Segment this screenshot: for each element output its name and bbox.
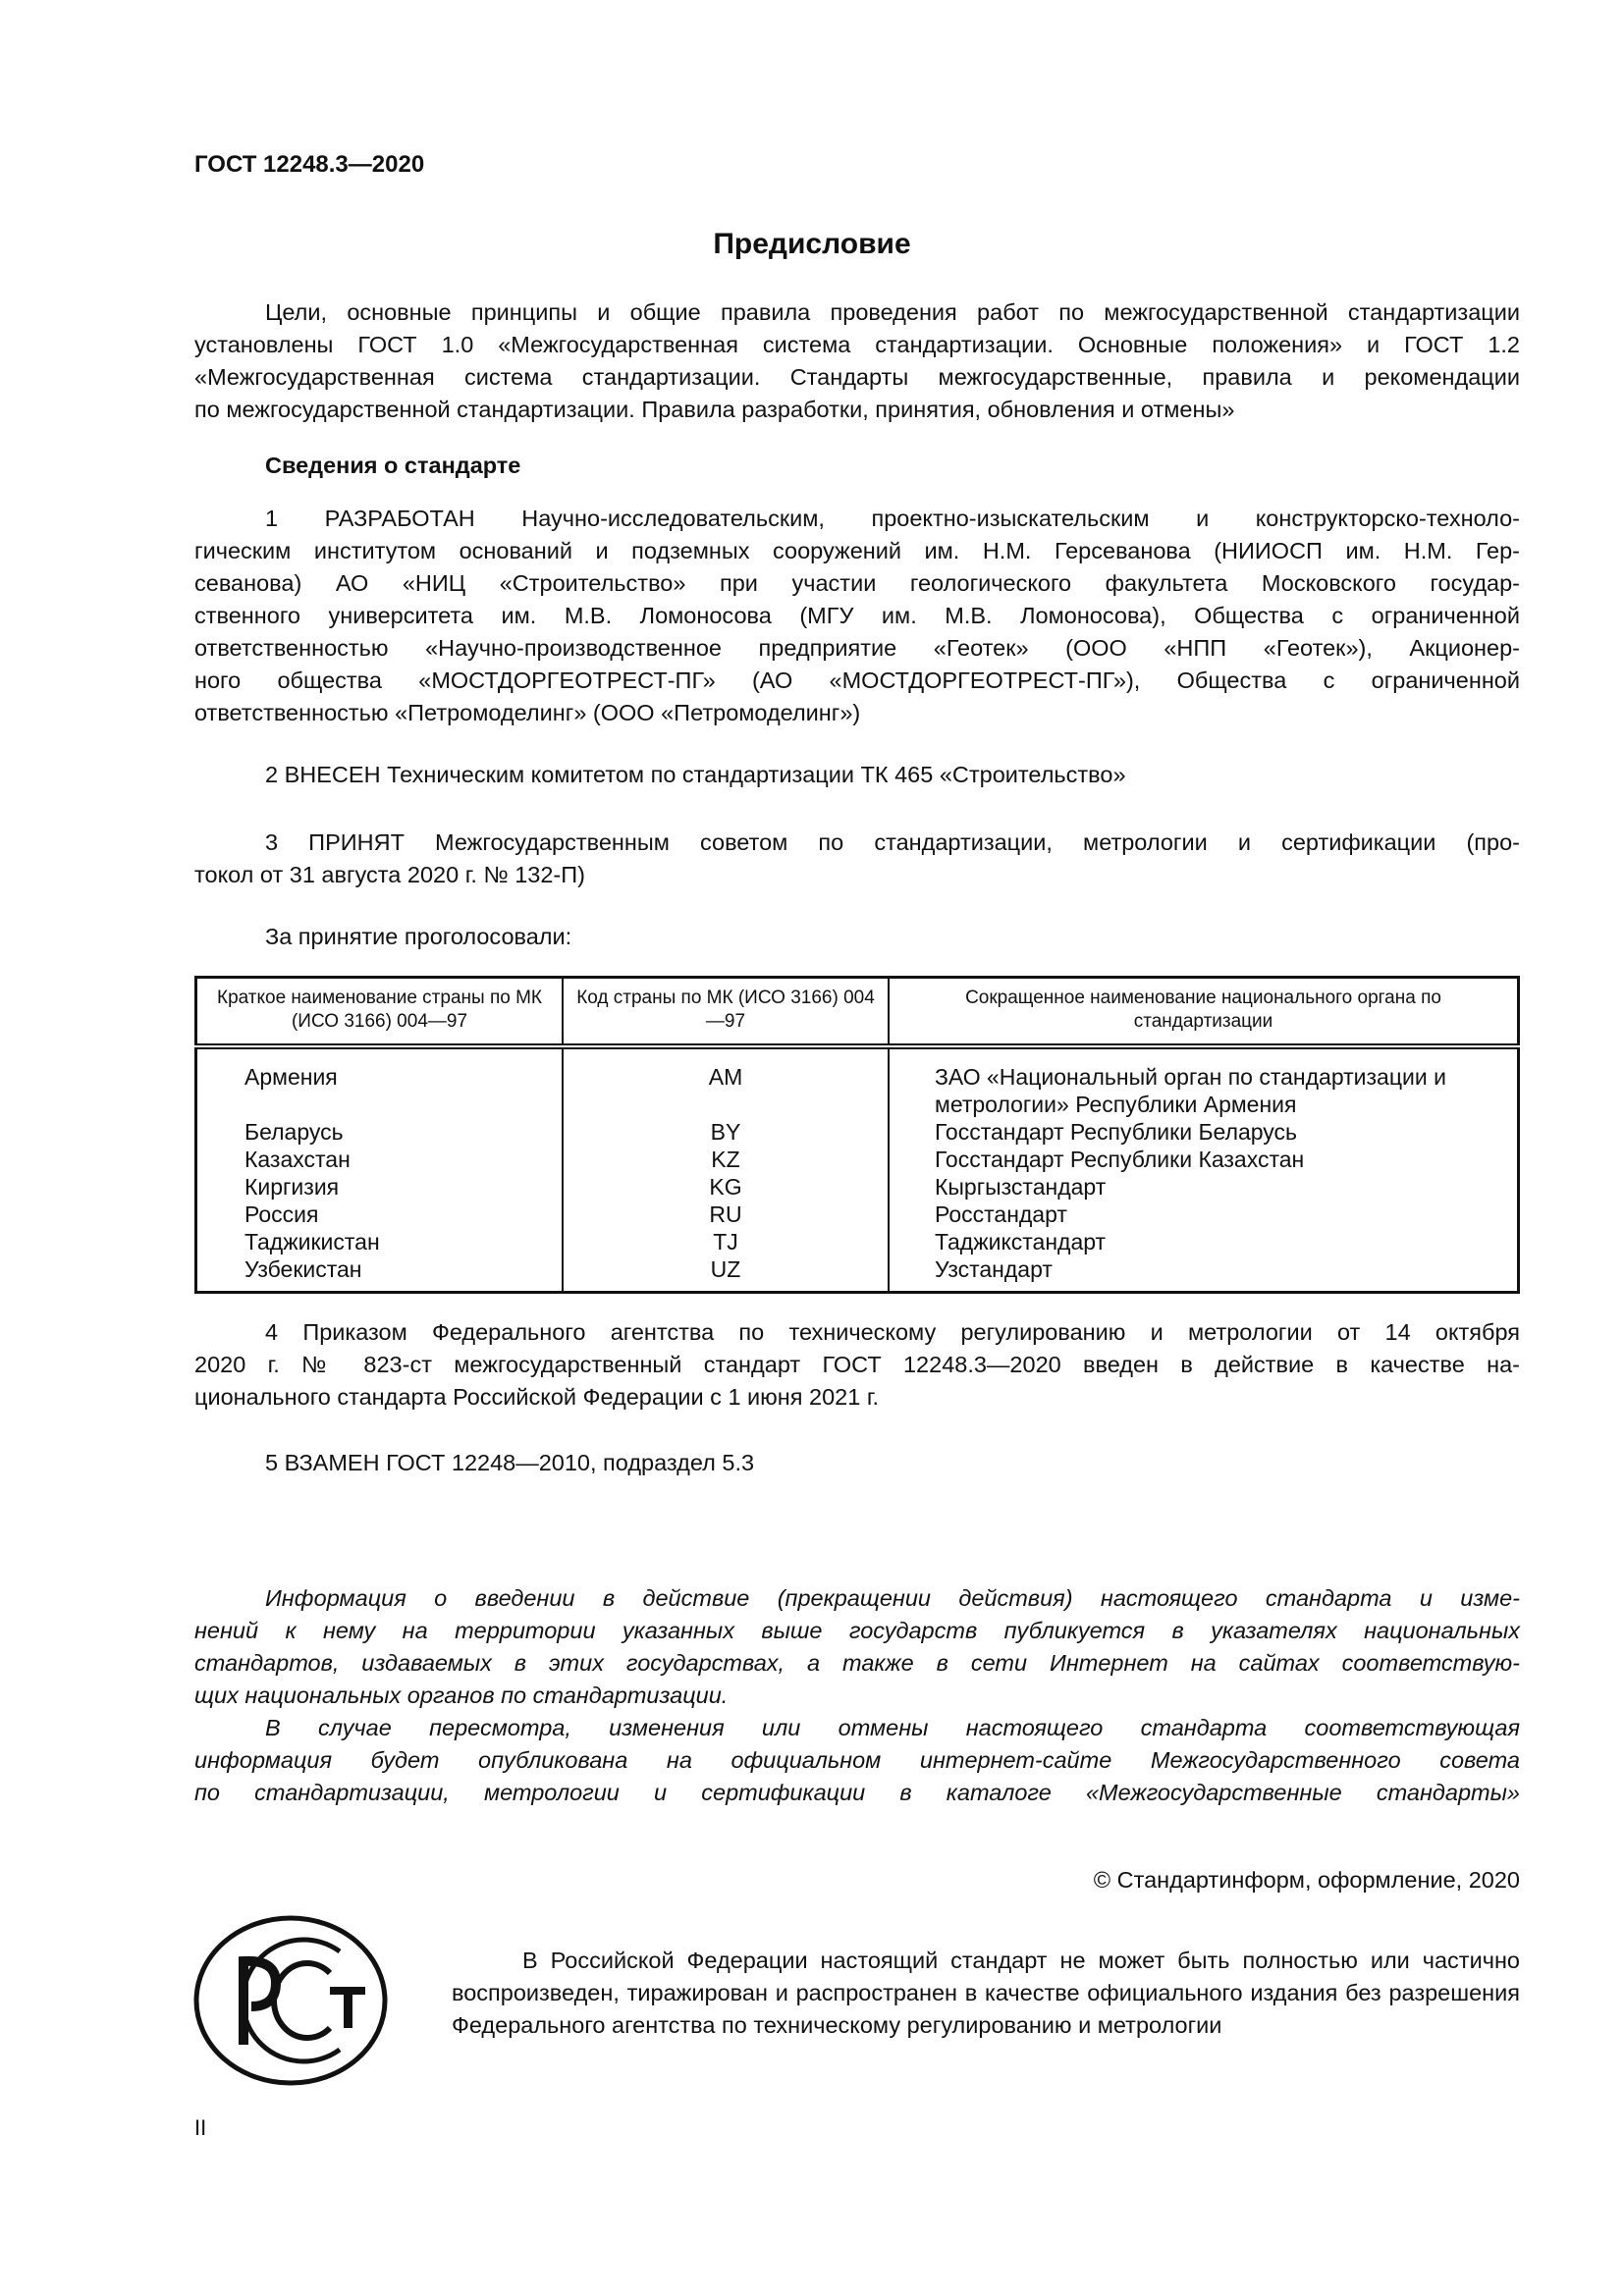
item-4-order — [194, 1316, 1520, 1414]
item-3-adopted — [194, 827, 1520, 891]
text-line: севанова) АО «НИЦ «Строительство» при участии геологического факультета Московского государ- — [194, 570, 1520, 596]
rf-reproduction-notice — [452, 1945, 1520, 2042]
text-line: установлены ГОСТ 1.0 «Межгосударственная система стандартизации. Основные положения» и ГОСТ 1.2 — [194, 332, 1520, 357]
text-line: ного общества «МОСТДОРГЕОТРЕСТ-ПГ» (АО «МОСТДОРГЕОТРЕСТ-ПГ»), Общества с ограниченной — [194, 667, 1520, 693]
country-cell: Казахстан — [196, 1146, 564, 1173]
text-line: За принятие проголосовали: — [265, 924, 572, 949]
code-cell: KZ — [563, 1146, 889, 1173]
text-line: 2 ВНЕСЕН Техническим комитетом по стандартизации ТК 465 «Строительство» — [265, 762, 1126, 787]
table-row — [196, 1118, 1519, 1146]
page-number: II — [194, 2115, 207, 2140]
text-line: токол от 31 августа 2020 г. № 132-П) — [194, 862, 585, 887]
table-row — [196, 1173, 1519, 1201]
copyright: © Стандартинформ, оформление, 2020 — [1093, 1867, 1520, 1893]
table-row — [196, 1046, 1519, 1118]
table-row — [196, 1255, 1519, 1293]
text-line: нений к нему на территории указанных выше государств публикуется в указателях национальных — [194, 1618, 1520, 1643]
authority-cell: Госстандарт Республики Беларусь — [935, 1119, 1298, 1145]
authority-cell: Госстандарт Республики Казахстан — [935, 1147, 1305, 1172]
text-line: 2020 г. № 823-ст межгосударственный стандарт ГОСТ 12248.3—2020 введен в действие в качестве на- — [194, 1352, 1520, 1377]
code-cell: AM — [563, 1046, 889, 1118]
voted-label — [194, 921, 1520, 953]
authority-cell: Узстандарт — [935, 1256, 1053, 1282]
authority-cell: ЗАО «Национальный орган по стандартизации и метрологии» Республики Армения — [935, 1064, 1446, 1117]
item-1-developed — [194, 503, 1520, 729]
code-cell: BY — [563, 1118, 889, 1146]
table-header-row — [196, 978, 1519, 1047]
page-title: Предисловие — [713, 228, 911, 260]
text-line: гическим институтом оснований и подземных сооружений им. Н.М. Герсеванова (НИИОСП им. Н.М. Гер- — [194, 538, 1520, 563]
country-cell: Армения — [196, 1046, 564, 1118]
header-country: Краткое наименование страны по МК (ИСО 3166) 004—97 — [196, 978, 564, 1047]
text-line: Цели, основные принципы и общие правила проведения работ по межгосударственной стандартизации — [265, 299, 1520, 325]
text-line: ственного университета им. М.В. Ломоносова (МГУ им. М.В. Ломоносова), Общества с ограниченной — [194, 603, 1520, 628]
code-cell: TJ — [563, 1228, 889, 1255]
country-cell: Беларусь — [196, 1118, 564, 1146]
item-2-submitted — [194, 759, 1520, 791]
table-row — [196, 1228, 1519, 1255]
text-line: Информация о введении в действие (прекращении действия) настоящего стандарта и изме- — [265, 1585, 1520, 1611]
text-line: по стандартизации, метрологии и сертификации в каталоге «Межгосударственные стандарты» — [194, 1780, 1520, 1805]
text-line: 5 ВЗАМЕН ГОСТ 12248—2010, подраздел 5.3 — [265, 1450, 755, 1475]
country-cell: Киргизия — [196, 1173, 564, 1201]
section-heading: Сведения о стандарте — [265, 453, 521, 478]
rst-logo-icon — [192, 1912, 389, 2089]
table-row — [196, 1201, 1519, 1228]
header-code: Код страны по МК (ИСО 3166) 004—97 — [563, 978, 889, 1047]
text-line: ответственностью «Петромоделинг» (ООО «Петромоделинг») — [194, 700, 861, 725]
country-cell: Россия — [196, 1201, 564, 1228]
intro-paragraph — [194, 296, 1520, 426]
notice-paragraph-1 — [194, 1582, 1520, 1712]
voting-table — [194, 976, 1520, 1294]
document-code: ГОСТ 12248.3—2020 — [194, 151, 425, 178]
country-cell: Таджикистан — [196, 1228, 564, 1255]
authority-cell: Таджикстандарт — [935, 1229, 1107, 1255]
authority-cell: Росстандарт — [935, 1201, 1067, 1227]
rf-notice-text: В Российской Федерации настоящий стандарт не может быть полностью или частично воспроизведен, тиражирован и распространен в качестве официального издания без разрешения Федерального агентства по техническому регулированию и метрологии — [452, 1948, 1520, 2038]
code-cell: KG — [563, 1173, 889, 1201]
text-line: информация будет опубликована на официальном интернет-сайте Межгосударственного совета — [194, 1747, 1520, 1773]
country-cell: Узбекистан — [196, 1255, 564, 1293]
text-line: 4 Приказом Федерального агентства по техническому регулированию и метрологии от 14 октября — [265, 1319, 1520, 1345]
header-authority: Сокращенное наименование национального органа по стандартизации — [889, 978, 1519, 1047]
code-cell: RU — [563, 1201, 889, 1228]
text-line: ответственностью «Научно-производственное предприятие «Геотек» (ООО «НПП «Геотек»), Акционер- — [194, 635, 1520, 661]
text-line: щих национальных органов по стандартизации. — [194, 1682, 729, 1708]
text-line: «Межгосударственная система стандартизации. Стандарты межгосударственные, правила и рекомендации — [194, 364, 1520, 390]
item-5-replaces — [194, 1447, 1520, 1479]
text-line: стандартов, издаваемых в этих государствах, а также в сети Интернет на сайтах соответствую- — [194, 1650, 1520, 1676]
code-cell: UZ — [563, 1255, 889, 1293]
table-row — [196, 1146, 1519, 1173]
text-line: 1 РАЗРАБОТАН Научно-исследовательским, проектно-изыскательским и конструкторско-техноло- — [265, 506, 1520, 531]
text-line: В случае пересмотра, изменения или отмены настоящего стандарта соответствующая — [265, 1715, 1520, 1740]
notice-paragraph-2 — [194, 1712, 1520, 1809]
authority-cell: Кыргызстандарт — [935, 1174, 1107, 1200]
text-line: 3 ПРИНЯТ Межгосударственным советом по стандартизации, метрологии и сертификации (про- — [265, 829, 1520, 855]
text-line: ционального стандарта Российской Федерации с 1 июня 2021 г. — [194, 1384, 880, 1410]
text-line: по межгосударственной стандартизации. Правила разработки, принятия, обновления и отмены» — [194, 397, 1235, 422]
